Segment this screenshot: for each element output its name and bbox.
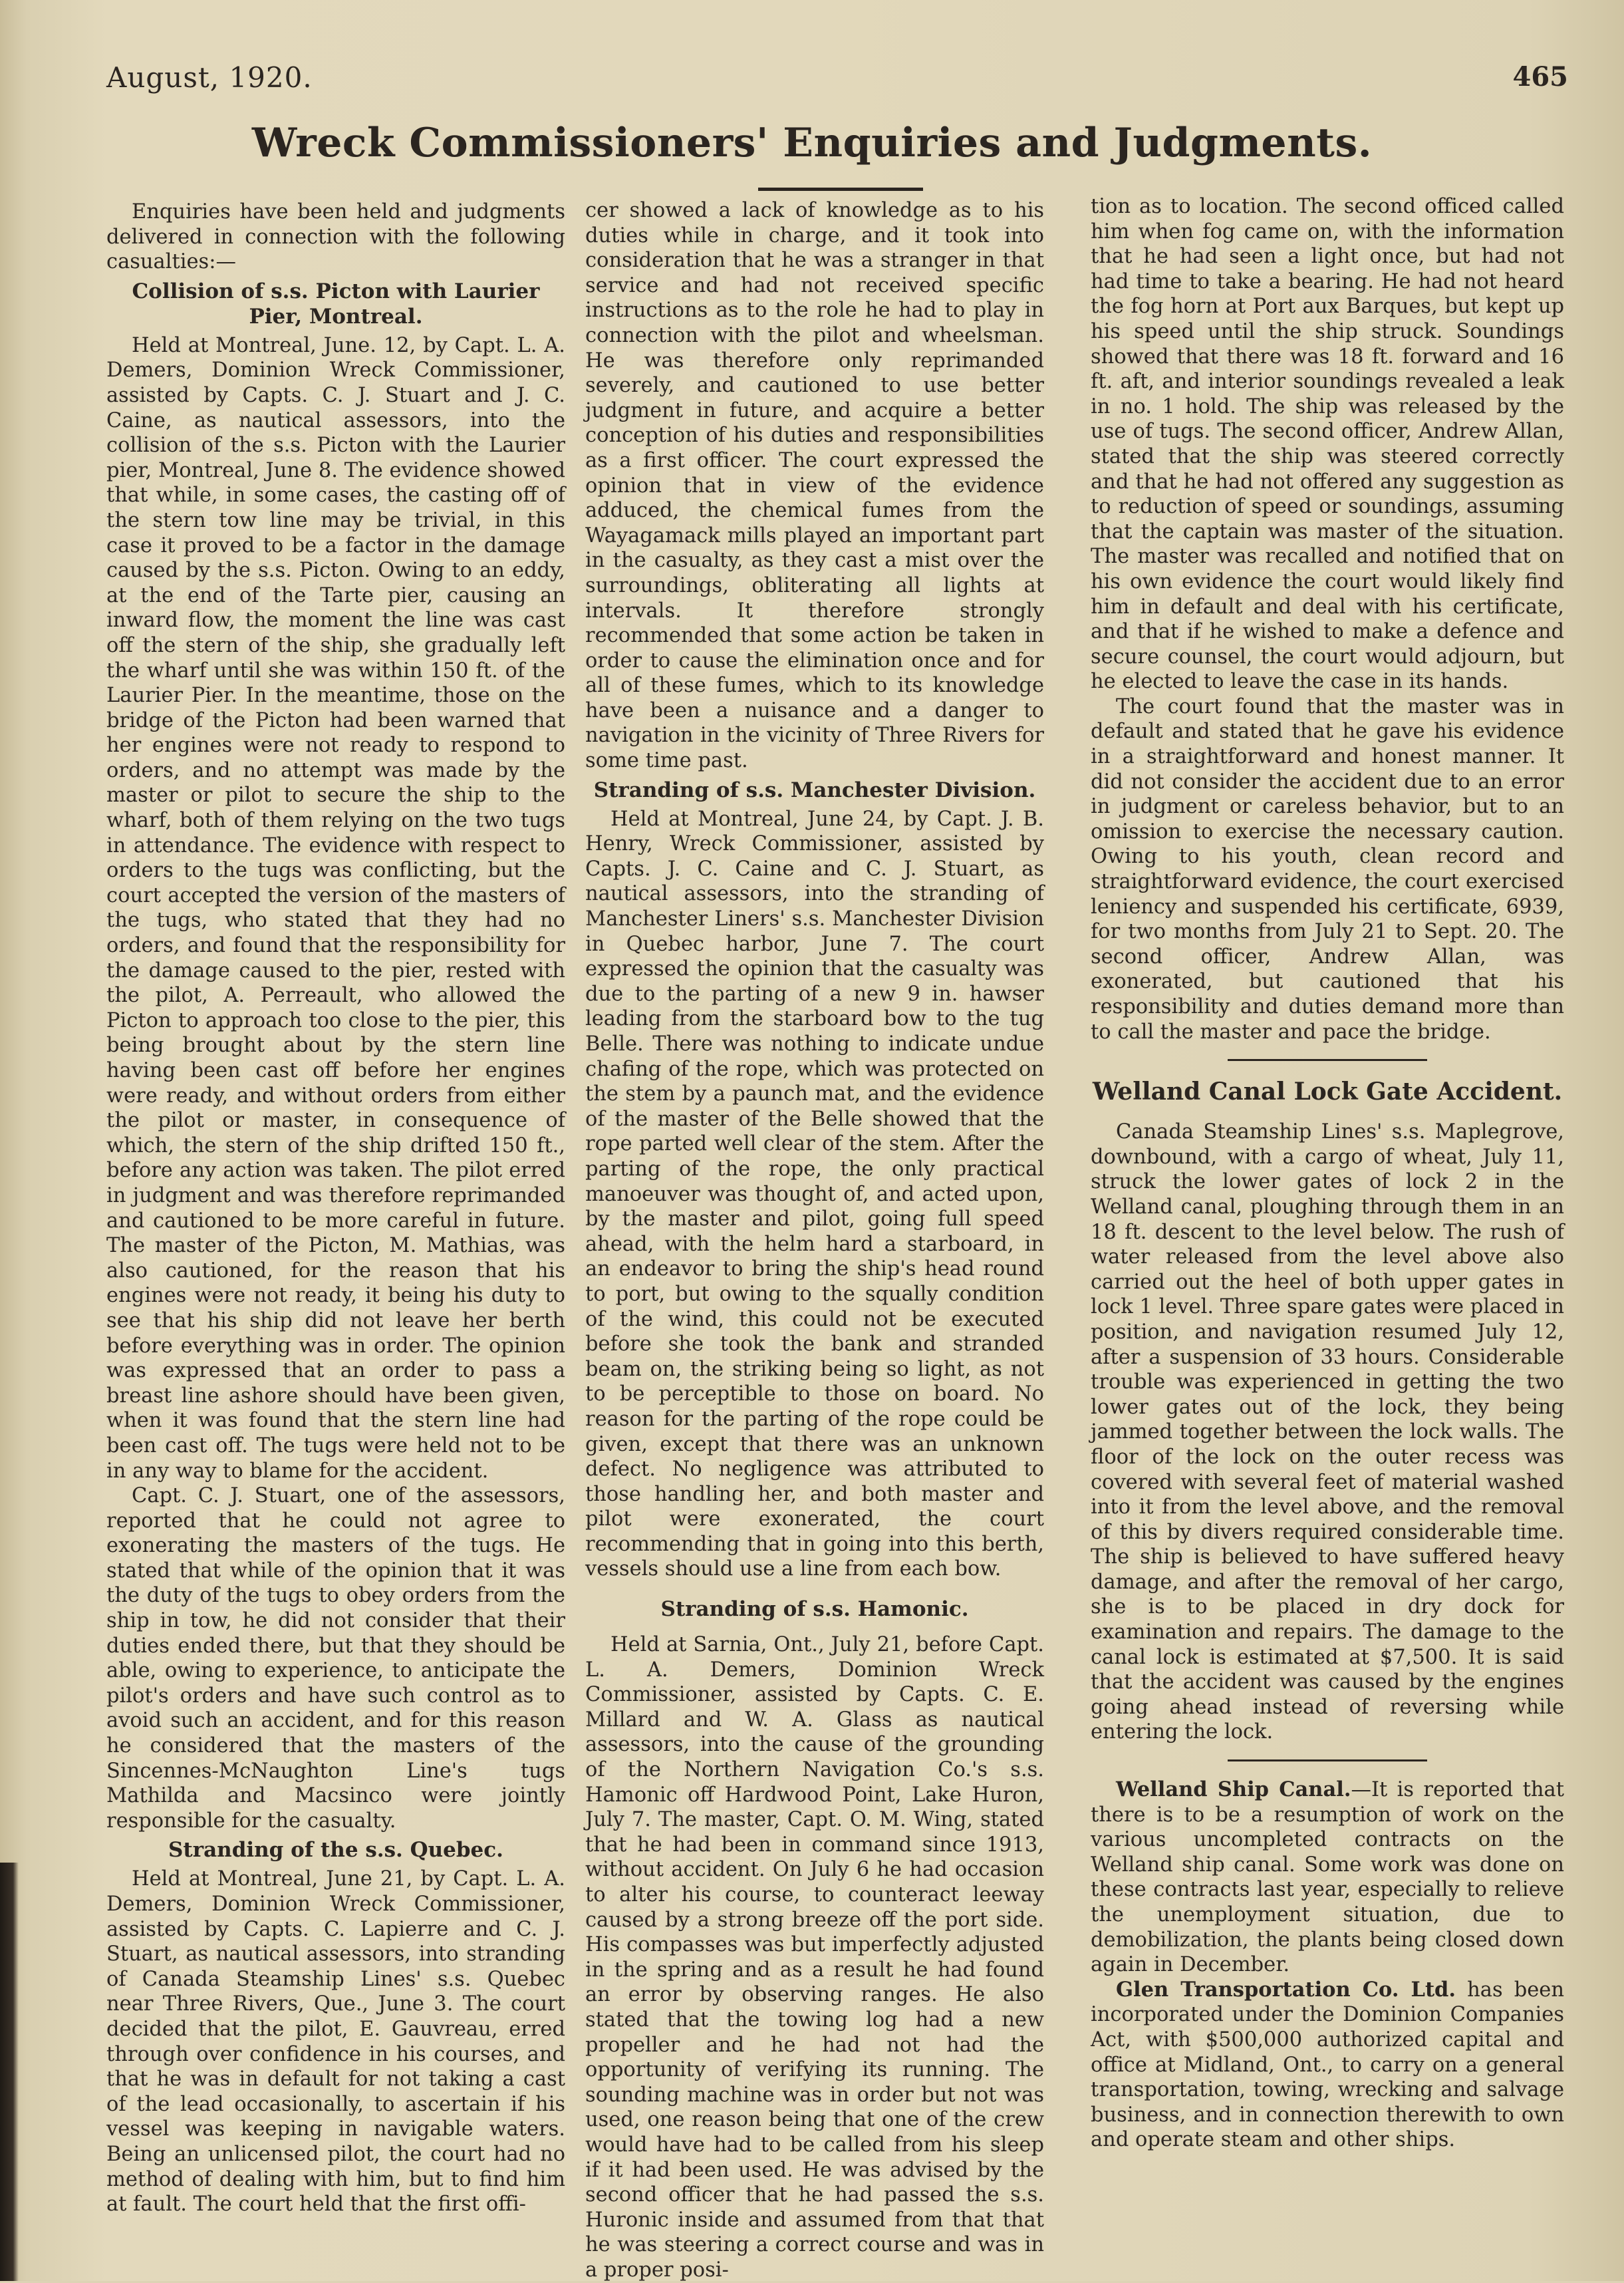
- section-divider: [1228, 1759, 1427, 1761]
- paragraph-glen-transportation: [1091, 1978, 1564, 2153]
- page-number: 465: [1512, 61, 1568, 92]
- paragraph-hamonic-continued: tion as to location. The second officed called him when fog came on, with the information that he had seen a light once, but had not had time to take a bearing. He had not heard the fog horn at Port aux Barques, but kept up his speed until the ship struck. Soundings showed that there was 18 ft. forward and 16 ft. aft, and interior soundings revealed a leak in no. 1 hold. The ship was released by the use of tugs. The second officer, Andrew Allan, stated that the ship was steered correctly and that he had not offered any suggestion as to reduction of speed or soundings, assuming that the captain was master of the situation. The master was recalled and notified that on his own evidence the court would likely find him in default and deal with his certificate, and that if he wished to make a defence and secure counsel, the court would adjourn, but he elected to leave the case in its hands.: [1091, 195, 1564, 694]
- intro-paragraph: Enquiries have been held and judgments delivered in connection with the following casualties:—: [106, 200, 565, 274]
- column-1: [106, 200, 565, 2217]
- section-heading-picton: Collision of s.s. Picton with Laurier Pier, Montreal.: [132, 279, 540, 329]
- section-heading-manchester: Stranding of s.s. Manchester Division.: [593, 778, 1036, 802]
- paragraph-quebec: Held at Montreal, June 21, by Capt. L. A. Demers, Dominion Wreck Commissioner, assisted by Capts. C. Lapierre and C. J. Stuart, as nautical assessors, into stranding of Canada Steamship Lines' s.s. Quebec near Three Rivers, Que., June 3. The court decided that the pilot, E. Gauvreau, erred through over confidence in his courses, and that he was in default for not taking a cast of the lead occasionally, to ascertain if his vessel was keeping in navigable waters. Being an unlicensed pilot, the court had no method of dealing with him, but to find him at fault. The court held that the first offi-: [106, 1867, 565, 2216]
- paragraph-welland-ship-canal-text: —It is reported that there is to be a resumption of work on the various uncompleted contracts on the Welland ship canal. Some work was done on these contracts last year, especially to relieve the unemployment situation, due to demobilization, the plants being closed down again in December.: [1091, 1778, 1564, 1977]
- column-2: [585, 198, 1044, 2283]
- paragraph-hamonic-finding: The court found that the master was in default and stated that he gave his evidence in a straightforward and honest manner. It did not consider the accident due to an error in judgment or careless behavior, but to an omission to exercise the necessary caution. Owing to his youth, clean record and straightforward evidence, the court exercised leniency and suspended his certificate, 6939, for two months from July 21 to Sept. 20. The second officer, Andrew Allan, was exonerated, but cautioned that his responsibility and duties demand more than to call the master and pace the bridge.: [1091, 694, 1564, 1044]
- section-heading-hamonic: Stranding of s.s. Hamonic.: [660, 1597, 969, 1622]
- section-heading-quebec: Stranding of the s.s. Quebec.: [168, 1838, 503, 1863]
- paragraph-hamonic: Held at Sarnia, Ont., July 21, before Capt. L. A. Demers, Dominion Wreck Commissioner, assisted by Capts. C. E. Millard and W. A. Glass as nautical assessors, into the cause of the grounding of the Northern Navigation Co.'s s.s. Hamonic off Hardwood Point, Lake Huron, July 7. The master, Capt. O. M. Wing, stated that he had been in command since 1913, without accident. On July 6 he had occasion to alter his course, to counteract leeway caused by a strong breeze off the port side. His compasses was but imperfectly adjusted in the spring and as a result he had found an error by observing ranges. He also stated that the towing log had a new propeller and he had not had the opportunity of verifying its running. The sounding machine was in order but not was used, one reason being that one of the crew would have had to be called from his sleep if it had been used. He was advised by the second officer that he had passed the s.s. Huronic inside and assumed from that that he was steering a correct course and was in a proper posi-: [585, 1633, 1044, 2282]
- article-title: Wreck Commissioners' Enquiries and Judgments.: [251, 120, 1373, 166]
- paragraph-welland-ship-canal: [1091, 1777, 1564, 1978]
- runin-heading-welland-ship-canal: Welland Ship Canal.: [1116, 1777, 1351, 1802]
- paragraph-manchester: Held at Montreal, June 24, by Capt. J. B. Henry, Wreck Commissioner, assisted by Capts. J. C. Caine and C. J. Stuart, as nautical assessors, into the stranding of Manchester Liners' s.s. Manchester Division in Quebec harbor, June 7. The court expressed the opinion that the casualty was due to the parting of a new 9 in. hawser leading from the starboard bow to the tug Belle. There was nothing to indicate undue chafing of the rope, which was protected on the stem by a paunch mat, and the evidence of the master of the Belle showed that the rope parted well clear of the stem. After the parting of the rope, the only practical manoeuver was thought of, and acted upon, by the master and pilot, going full speed ahead, with the helm hard a starboard, in an endeavor to bring the ship's head round to port, but owing to the squally condition of the wind, this could not be executed before she took the bank and stranded beam on, the striking being so light, as not to be perceptible to those on board. No reason for the parting of the rope could be given, except that there was an unknown defect. No negligence was attributed to those handling her, and both master and pilot were exonerated, the court recommending that in going into this berth, vessels should use a line from each bow.: [585, 807, 1044, 1581]
- running-header-date: August, 1920.: [106, 61, 313, 94]
- paragraph-glen-transportation-text: has been incorporated under the Dominion Companies Act, with $500,000 authorized capital and office at Midland, Ont., to carry on a general transportation, towing, wrecking and salvage business, and in connection therewith to own and operate steam and other ships.: [1091, 1978, 1565, 2152]
- column-3: [1091, 194, 1564, 2153]
- book-spine-shadow: [0, 1863, 19, 2281]
- paragraph-welland-lock: Canada Steamship Lines' s.s. Maplegrove, downbound, with a cargo of wheat, July 11, struck the lower gates of lock 2 in the Welland canal, ploughing through them in an 18 ft. descent to the level below. The rush of water released from the level above also carried out the heel of both upper gates in lock 1 level. Three spare gates were placed in position, and navigation resumed July 12, after a suspension of 33 hours. Considerable trouble was experienced in getting the two lower gates out of the lock, they being jammed together between the lock walls. The floor of the lock on the outer recess was covered with several feet of material washed into it from the level above, and the removal of this by divers required considerable time. The ship is believed to have suffered heavy damage, and after the removal of her cargo, she is to be placed in dry dock for examination and repairs. The damage to the canal lock is estimated at $7,500. It is said that the accident was caused by the engines going ahead instead of reversing while entering the lock.: [1091, 1120, 1564, 1744]
- paragraph-picton-1: Held at Montreal, June. 12, by Capt. L. A. Demers, Dominion Wreck Commissioner, assisted by Capts. C. J. Stuart and J. C. Caine, as nautical assessors, into the collision of the s.s. Picton with the Laurier pier, Montreal, June 8. The evidence showed that while, in some cases, the casting off of the stern tow line may be trivial, in this case it proved to be a factor in the damage caused by the s.s. Picton. Owing to an eddy, at the end of the Tarte pier, causing an inward flow, the moment the line was cast off the stern of the ship, she gradually left the wharf until she was within 150 ft. of the Laurier Pier. In the meantime, those on the bridge of the Picton had been warned that her engines were not ready to respond to orders, and no attempt was made by the master or pilot to secure the ship to the wharf, both of them relying on the two tugs in attendance. The evidence with respect to orders to the tugs was conflicting, but the court accepted the version of the masters of the tugs, who stated that they had no orders, and found that the responsibility for the damage caused to the pier, rested with the pilot, A. Perreault, who allowed the Picton to approach too close to the pier, this being brought about by the stern line having been cast off before her engines were ready, and without orders from either the pilot or master, in consequence of which, the stern of the ship drifted 150 ft., before any action was taken. The pilot erred in judgment and was therefore reprimanded and cautioned to be more careful in future. The master of the Picton, M. Mathias, was also cautioned, for the reason that his engines were not ready, it being his duty to see that his ship did not leave her berth before everything was in order. The opinion was expressed that an order to pass a breast line ashore should have been given, when it was found that the stern line had been cast off. The tugs were held not to be in any way to blame for the accident.: [106, 333, 565, 1483]
- runin-heading-glen-transportation: Glen Transportation Co. Ltd.: [1116, 1977, 1456, 2002]
- section-heading-welland-lock: Welland Canal Lock Gate Accident.: [1092, 1078, 1563, 1106]
- paragraph-picton-2: Capt. C. J. Stuart, one of the assessors, reported that he could not agree to exonerating the masters of the tugs. He stated that while of the opinion that it was the duty of the tugs to obey orders from the ship in tow, he did not consider that their duties ended there, but that they should be able, owing to experience, to anticipate the pilot's orders and have such control as to avoid such an accident, and for this reason he considered that the masters of the Sincennes-McNaughton Line's tugs Mathilda and Macsinco were jointly responsible for the casualty.: [106, 1484, 565, 1833]
- section-divider: [1228, 1059, 1427, 1061]
- title-divider: [758, 188, 923, 191]
- paragraph-quebec-continued: cer showed a lack of knowledge as to his duties while in charge, and it took into consideration that he was a stranger in that service and had not received specific instructions as to the role he had to play in connection with the pilot and wheelsman. He was therefore only reprimanded severely, and cautioned to use better judgment in future, and acquire a better conception of his duties and responsibilities as a first officer. The court expressed the opinion that in view of the evidence adduced, the chemical fumes from the Wayagamack mills played an important part in the casualty, as they cast a mist over the surroundings, obliterating all lights at intervals. It therefore strongly recommended that some action be taken in order to cause the elimination once and for all of these fumes, which to its knowledge have been a nuisance and a danger to navigation in the vicinity of Three Rivers for some time past.: [585, 199, 1044, 773]
